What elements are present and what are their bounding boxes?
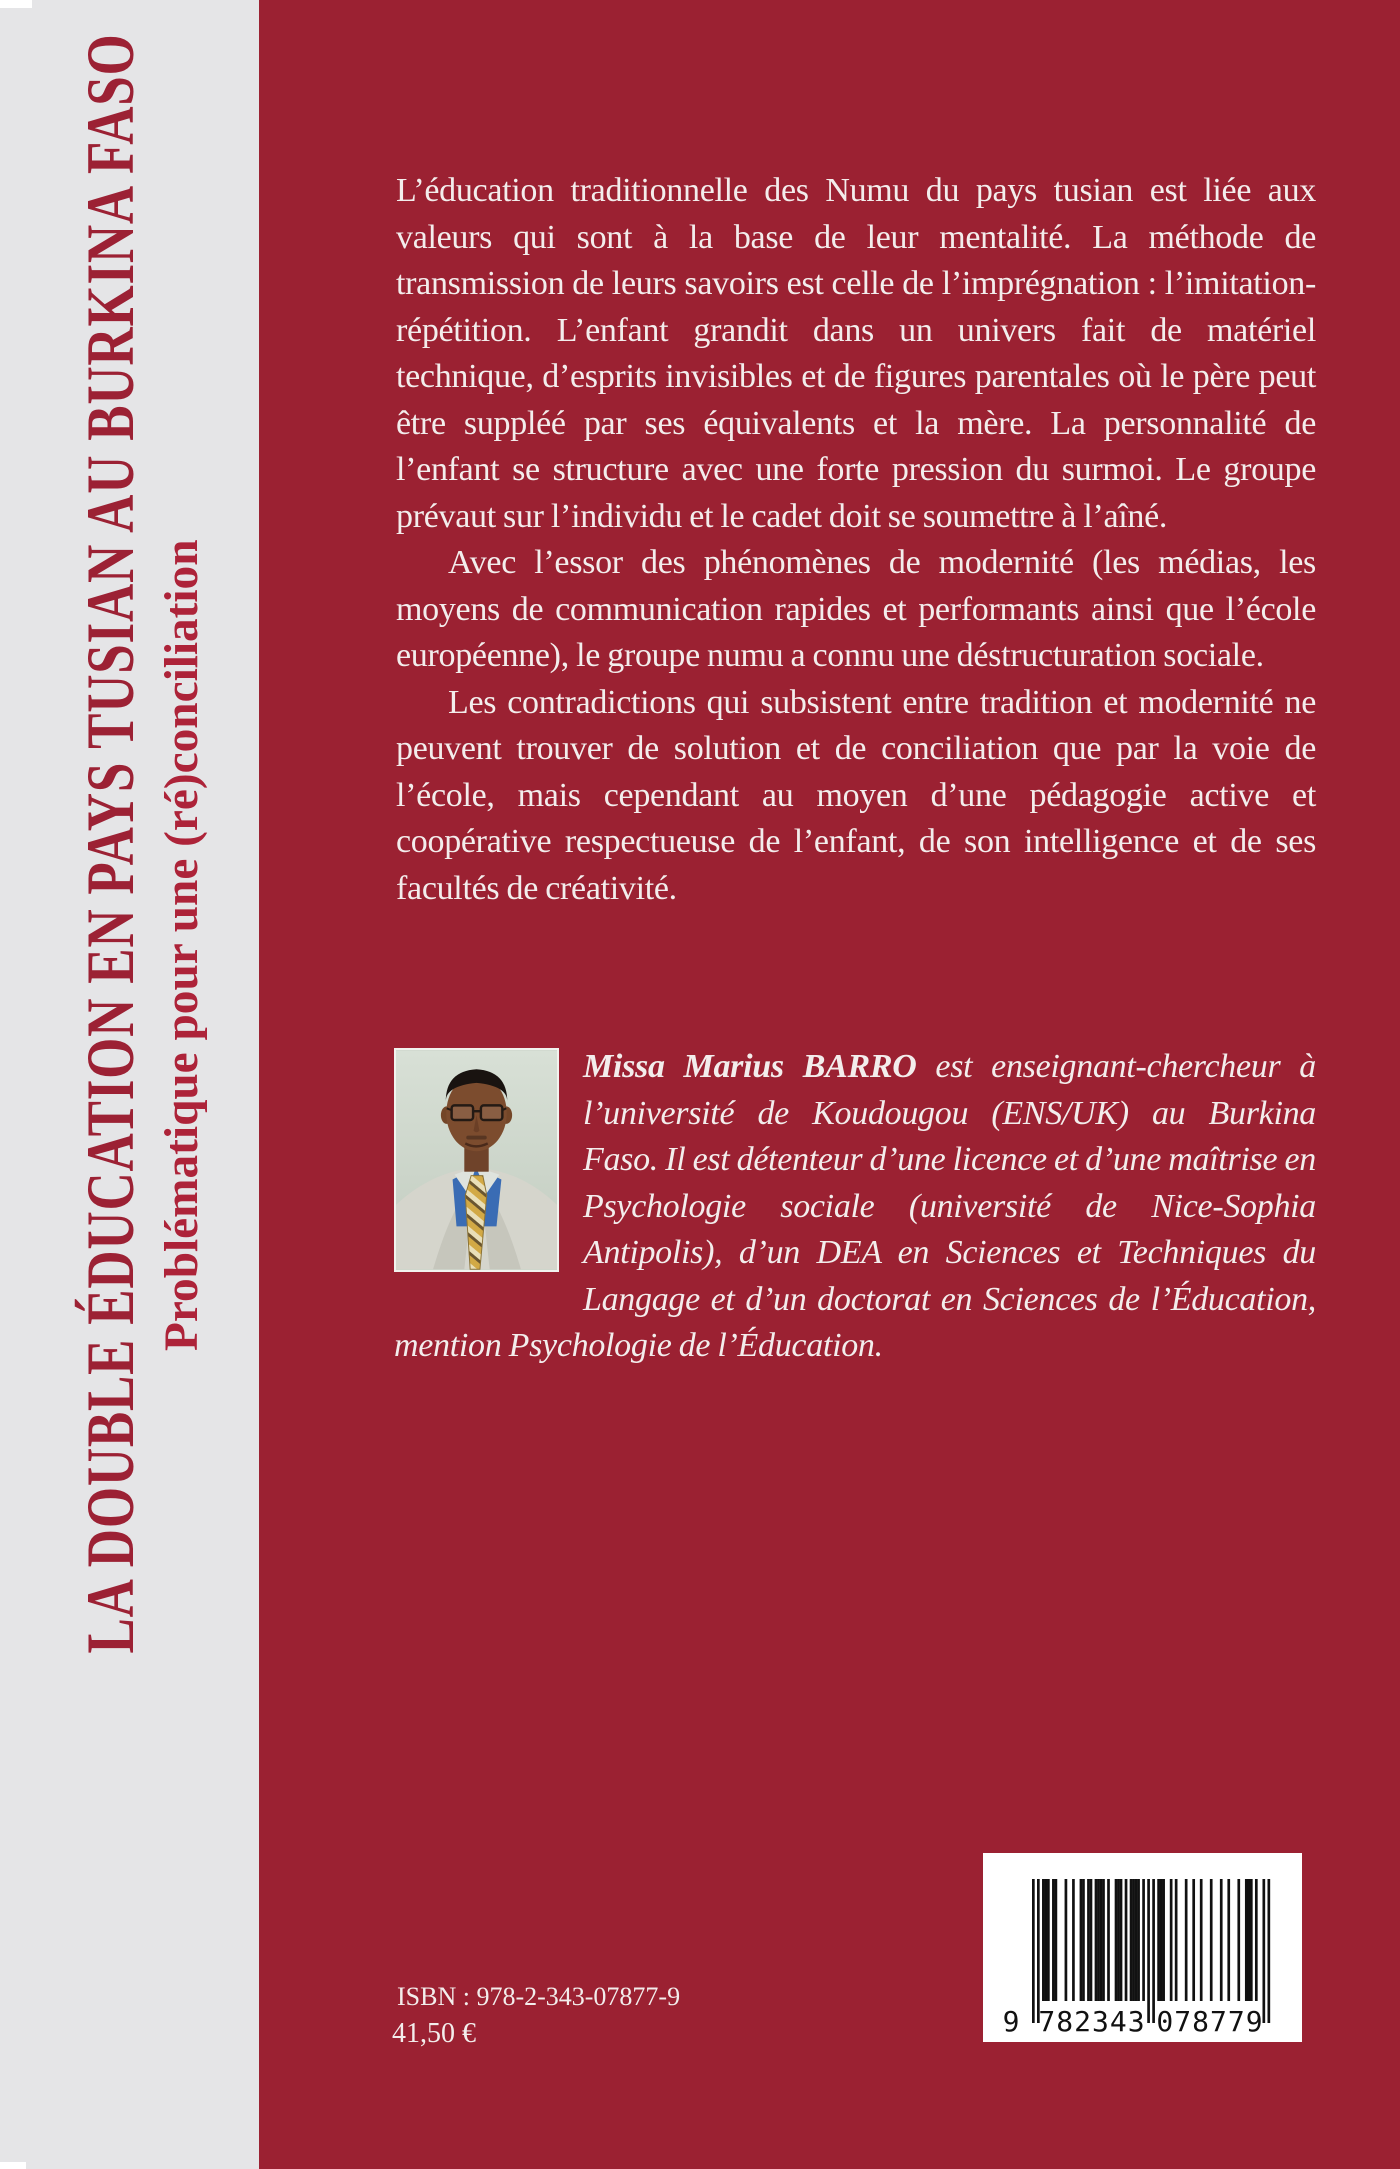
scan-artifact-top: [0, 0, 32, 8]
barcode: [983, 1853, 1302, 2042]
isbn-block: [392, 1978, 680, 2052]
synopsis-paragraph-3: Les contradictions qui subsistent entre tradition et modernité ne peuvent trouver de solution et de conciliation que par la voie de l’école, mais cependant au moyen d’une pédagogie active et coopérative respectueuse de l’enfant, de son intelligence et de ses facultés de créativité.: [396, 683, 1316, 907]
barcode-digits-right: 078779: [1156, 2005, 1264, 2038]
synopsis-paragraph-2: Avec l’essor des phénomènes de modernité (les médias, les moyens de communication rapides et performants ainsi que l’école européenne), le groupe numu a connu une déstructuration sociale.: [396, 544, 1316, 674]
scan-artifact-bottom: [0, 2162, 26, 2169]
synopsis: [396, 168, 1316, 912]
book-subtitle: Problématique pour une (ré)conciliation: [155, 539, 208, 1351]
synopsis-paragraph-1: L’éducation traditionnelle des Numu du pays tusian est liée aux valeurs qui sont à la base de leur mentalité. La méthode de transmission de leurs savoirs est celle de l’imprégnation : l’imitation-répétition. L’enfant grandit dans un univers fait de matériel technique, d’esprits invisibles et de figures parentales où le père peut être suppléé par ses équivalents et la mère. La personnalité de l’enfant se structure avec une forte pression du surmoi. Le groupe prévaut sur l’individu et le cadet doit se soumettre à l’aîné.: [396, 172, 1316, 535]
portrait-illustration: [396, 1050, 557, 1270]
author-photo: [394, 1048, 559, 1272]
book-title: LA DOUBLE ÉDUCATION EN PAYS TUSIAN AU BURKINA FASO: [72, 33, 148, 1654]
barcode-bars: [983, 1853, 1302, 2042]
price-text: 41,50 €: [392, 2018, 476, 2049]
barcode-digit-first: 9: [1002, 2005, 1020, 2038]
barcode-digits-left: 782343: [1038, 2005, 1146, 2038]
author-name: Missa Marius BARRO: [583, 1048, 917, 1085]
isbn-text: ISBN : 978-2-343-07877-9: [397, 1982, 681, 2011]
author-bio-rest: est enseignant-chercheur à l’université de Koudougou (ENS/UK) au Burkina Faso. Il est détenteur d’une licence et d’une maîtrise en Psychologie sociale (université de Nice-Sophia Antipolis), d’un DEA en Sciences et Techniques du Langage et d’un doctorat en Sciences de l’Éducation, mention Psychologie de l’Éducation.: [394, 1048, 1316, 1364]
vertical-subtitle-wrap: [147, 539, 217, 1357]
author-bio: [394, 1044, 1316, 1370]
